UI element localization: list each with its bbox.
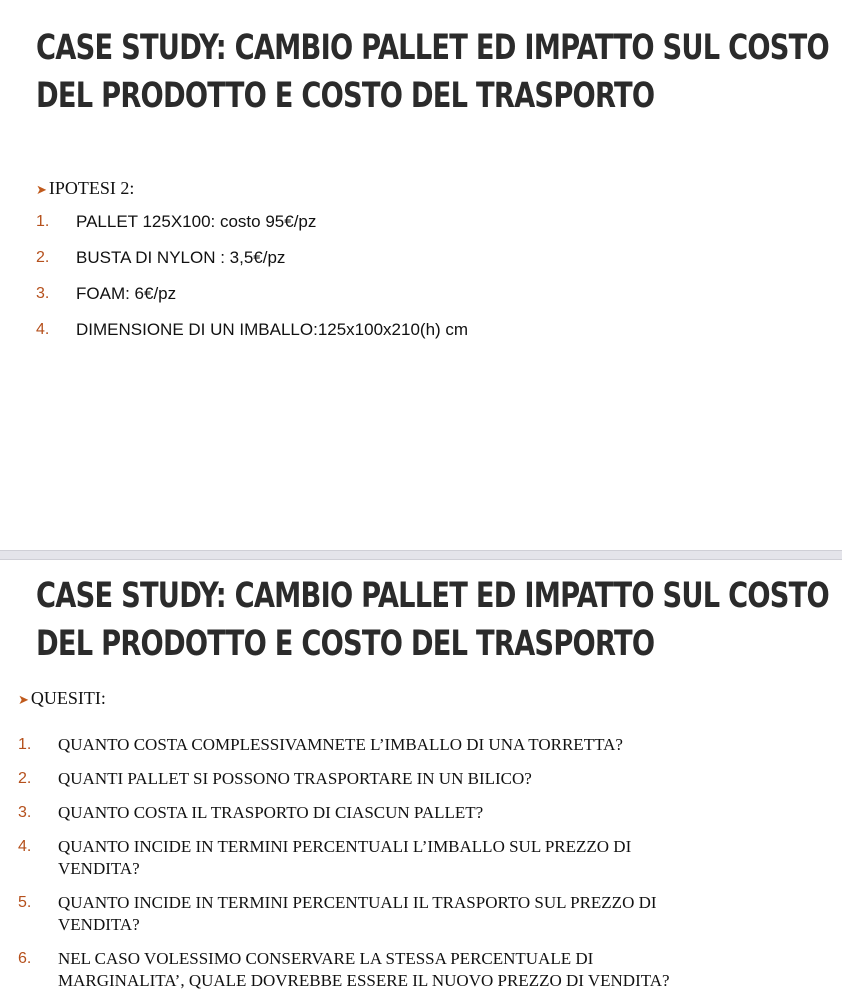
list-item <box>18 948 818 992</box>
list-number: 2. <box>36 249 50 266</box>
list-item-text: QUANTO COSTA IL TRASPORTO DI CIASCUN PALLET? <box>58 803 484 822</box>
title-line-1: CASE STUDY: CAMBIO PALLET ED IMPATTO SUL COSTO <box>36 28 829 68</box>
list-item-text: QUANTO COSTA COMPLESSIVAMNETE L’IMBALLO DI UNA TORRETTA? <box>58 735 623 754</box>
list-number: 4. <box>36 321 50 338</box>
list-item <box>18 836 818 880</box>
title-line-2: DEL PRODOTTO E COSTO DEL TRASPORTO <box>36 624 655 664</box>
list-number: 3. <box>18 804 32 821</box>
list-item <box>18 768 818 790</box>
list-number: 4. <box>18 838 32 855</box>
quesiti-list <box>18 734 818 1004</box>
title-line-1: CASE STUDY: CAMBIO PALLET ED IMPATTO SUL COSTO <box>36 576 829 616</box>
list-item <box>18 892 818 936</box>
list-item-text: PALLET 125X100: costo 95€/pz <box>76 212 317 231</box>
arrow-bullet-icon: ➤ <box>18 692 29 707</box>
list-item <box>36 320 468 356</box>
list-item-text-continued: MARGINALITA’, QUALE DOVREBBE ESSERE IL NUOVO PREZZO DI VENDITA? <box>58 971 670 990</box>
list-item-text-continued: VENDITA? <box>58 915 140 934</box>
slide-divider <box>0 550 842 560</box>
list-item <box>36 284 468 320</box>
title-line-2: DEL PRODOTTO E COSTO DEL TRASPORTO <box>36 76 655 116</box>
list-number: 1. <box>36 213 50 230</box>
list-item-text: BUSTA DI NYLON : 3,5€/pz <box>76 248 286 267</box>
list-item <box>18 734 818 756</box>
list-number: 2. <box>18 770 32 787</box>
section-heading <box>18 688 106 709</box>
section-heading <box>36 178 134 199</box>
list-item-text: NEL CASO VOLESSIMO CONSERVARE LA STESSA PERCENTUALE DI <box>58 949 594 968</box>
list-item-text: QUANTI PALLET SI POSSONO TRASPORTARE IN UN BILICO? <box>58 769 532 788</box>
list-number: 5. <box>18 894 32 911</box>
ipotesi-list <box>36 212 468 356</box>
list-number: 3. <box>36 285 50 302</box>
list-item-text: DIMENSIONE DI UN IMBALLO:125x100x210(h) cm <box>76 320 469 339</box>
arrow-bullet-icon: ➤ <box>36 182 47 197</box>
list-item-text: QUANTO INCIDE IN TERMINI PERCENTUALI IL TRASPORTO SUL PREZZO DI <box>58 893 657 912</box>
list-number: 1. <box>18 736 32 753</box>
list-item-text: FOAM: 6€/pz <box>76 284 177 303</box>
section-heading-label: QUESITI: <box>30 688 106 708</box>
list-item <box>36 248 468 284</box>
list-number: 6. <box>18 950 32 967</box>
list-item-text-continued: VENDITA? <box>58 859 140 878</box>
list-item <box>36 212 468 248</box>
slide-title <box>36 24 829 120</box>
list-item-text: QUANTO INCIDE IN TERMINI PERCENTUALI L’IMBALLO SUL PREZZO DI <box>58 837 632 856</box>
section-heading-label: IPOTESI 2: <box>48 178 135 198</box>
list-item <box>18 802 818 824</box>
slide-title <box>36 572 829 668</box>
